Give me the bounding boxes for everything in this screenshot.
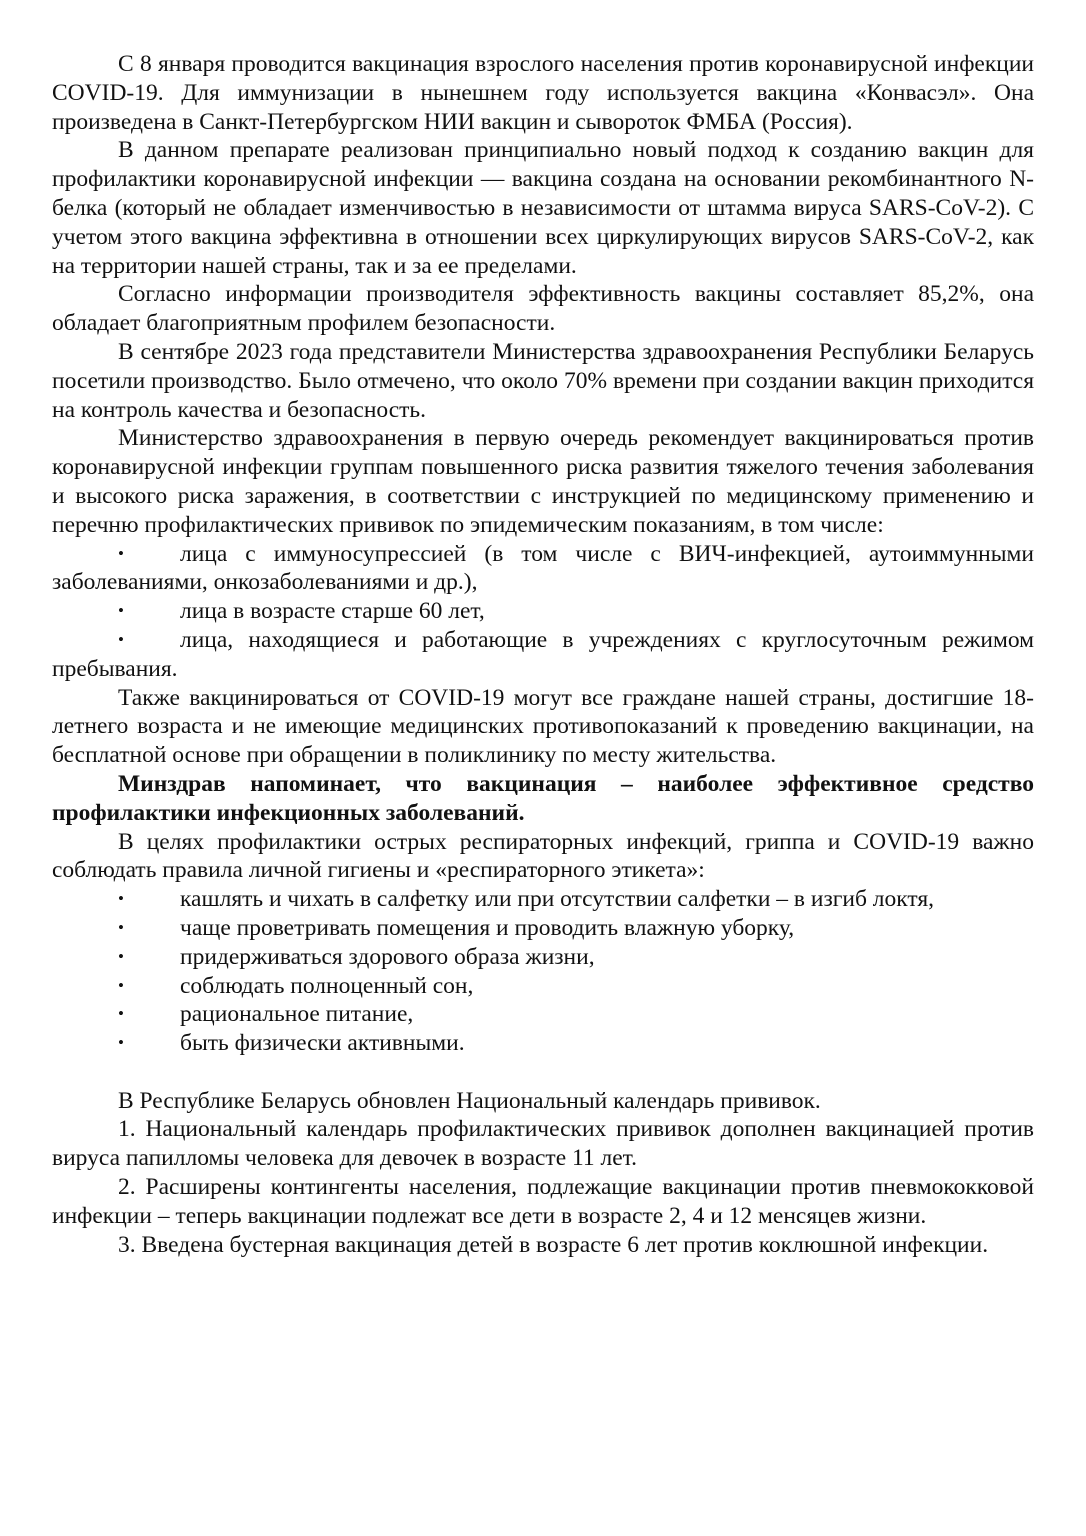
bold-reminder: Минздрав напоминает, что вакцинация – наиболее эффективное средство профилактики инфекционных заболеваний.: [52, 770, 1034, 826]
list-item: • лица с иммуносупрессией (в том числе с ВИЧ-инфекцией, аутоиммунными заболеваниями, онкозаболеваниями и др.),: [52, 540, 1034, 598]
paragraph-all-citizens: Также вакцинироваться от COVID-19 могут все граждане нашей страны, достигшие 18-летнего возраста и не имеющие медицинских противопоказаний к проведению вакцинации, на бесплатной основе при обращении в поликлинику по месту жительства.: [52, 684, 1034, 769]
list-item: • быть физически активными.: [52, 1029, 1034, 1058]
risk-groups-list: [52, 540, 1034, 684]
paragraph-efficacy: Согласно информации производителя эффективность вакцины составляет 85,2%, она обладает благоприятным профилем безопасности.: [52, 281, 1034, 337]
document-page: [52, 50, 1034, 1259]
list-item: • кашлять и чихать в салфетку или при отсутствии салфетки – в изгиб локтя,: [52, 885, 1034, 914]
list-item: • чаще проветривать помещения и проводить влажную уборку,: [52, 914, 1034, 943]
paragraph-risk-groups-intro: Министерство здравоохранения в первую очередь рекомендует вакцинироваться против коронавирусной инфекции группам повышенного риска развития тяжелого течения заболевания и высокого риска заражения, в соответствии с инструкцией по медицинскому применению и перечню профилактических прививок по эпидемическим показаниям, в том числе:: [52, 425, 1034, 538]
blank-line: [52, 1058, 1034, 1087]
list-item: • придерживаться здорового образа жизни,: [52, 943, 1034, 972]
list-item: • рациональное питание,: [52, 1000, 1034, 1029]
paragraph-hygiene: В целях профилактики острых респираторных инфекций, гриппа и COVID-19 важно соблюдать правила личной гигиены и «респираторного этикета»:: [52, 828, 1034, 884]
hygiene-rules-list: [52, 885, 1034, 1058]
paragraph-vaccination-start: С 8 января проводится вакцинация взрослого населения против коронавирусной инфекции COVID-19. Для иммунизации в нынешнем году используется вакцина «Конвасэл». Она произведена в Санкт-Петербургском НИИ вакцин и сывороток ФМБА (Россия).: [52, 51, 1034, 135]
paragraph-ministry-visit: В сентябре 2023 года представители Министерства здравоохранения Республики Беларусь посетили производство. Было отмечено, что около 70% времени при создании вакцин приходится на контроль качества и безопасность.: [52, 338, 1034, 423]
list-item: • лица, находящиеся и работающие в учреждениях с круглосуточным режимом пребывания.: [52, 626, 1034, 684]
list-item: • соблюдать полноценный сон,: [52, 972, 1034, 1001]
calendar-item: 2. Расширены контингенты населения, подлежащие вакцинации против пневмококковой инфекции – теперь вакцинации подлежат все дети в возрасте 2, 4 и 12 менсяцев жизни.: [52, 1174, 1034, 1229]
calendar-intro: В Республике Беларусь обновлен Национальный календарь прививок.: [118, 1087, 821, 1114]
list-item: • лица в возрасте старше 60 лет,: [52, 597, 1034, 626]
calendar-item: 1. Национальный календарь профилактических прививок дополнен вакцинацией против вируса папилломы человека для девочек в возрасте 11 лет.: [52, 1116, 1034, 1172]
paragraph-new-approach: В данном препарате реализован принципиально новый подход к созданию вакцин для профилактики коронавирусной инфекции — вакцина создана на основании рекомбинантного N-белка (который не обладает изменчивостью в независимости от штамма вируса SARS-CoV-2). С учетом этого вакцина эффективна в отношении всех циркулирующих вирусов SARS-CoV-2, как на территории нашей страны, так и за ее пределами.: [52, 137, 1034, 279]
calendar-item: 3. Введена бустерная вакцинация детей в возрасте 6 лет против коклюшной инфекции.: [118, 1231, 989, 1258]
